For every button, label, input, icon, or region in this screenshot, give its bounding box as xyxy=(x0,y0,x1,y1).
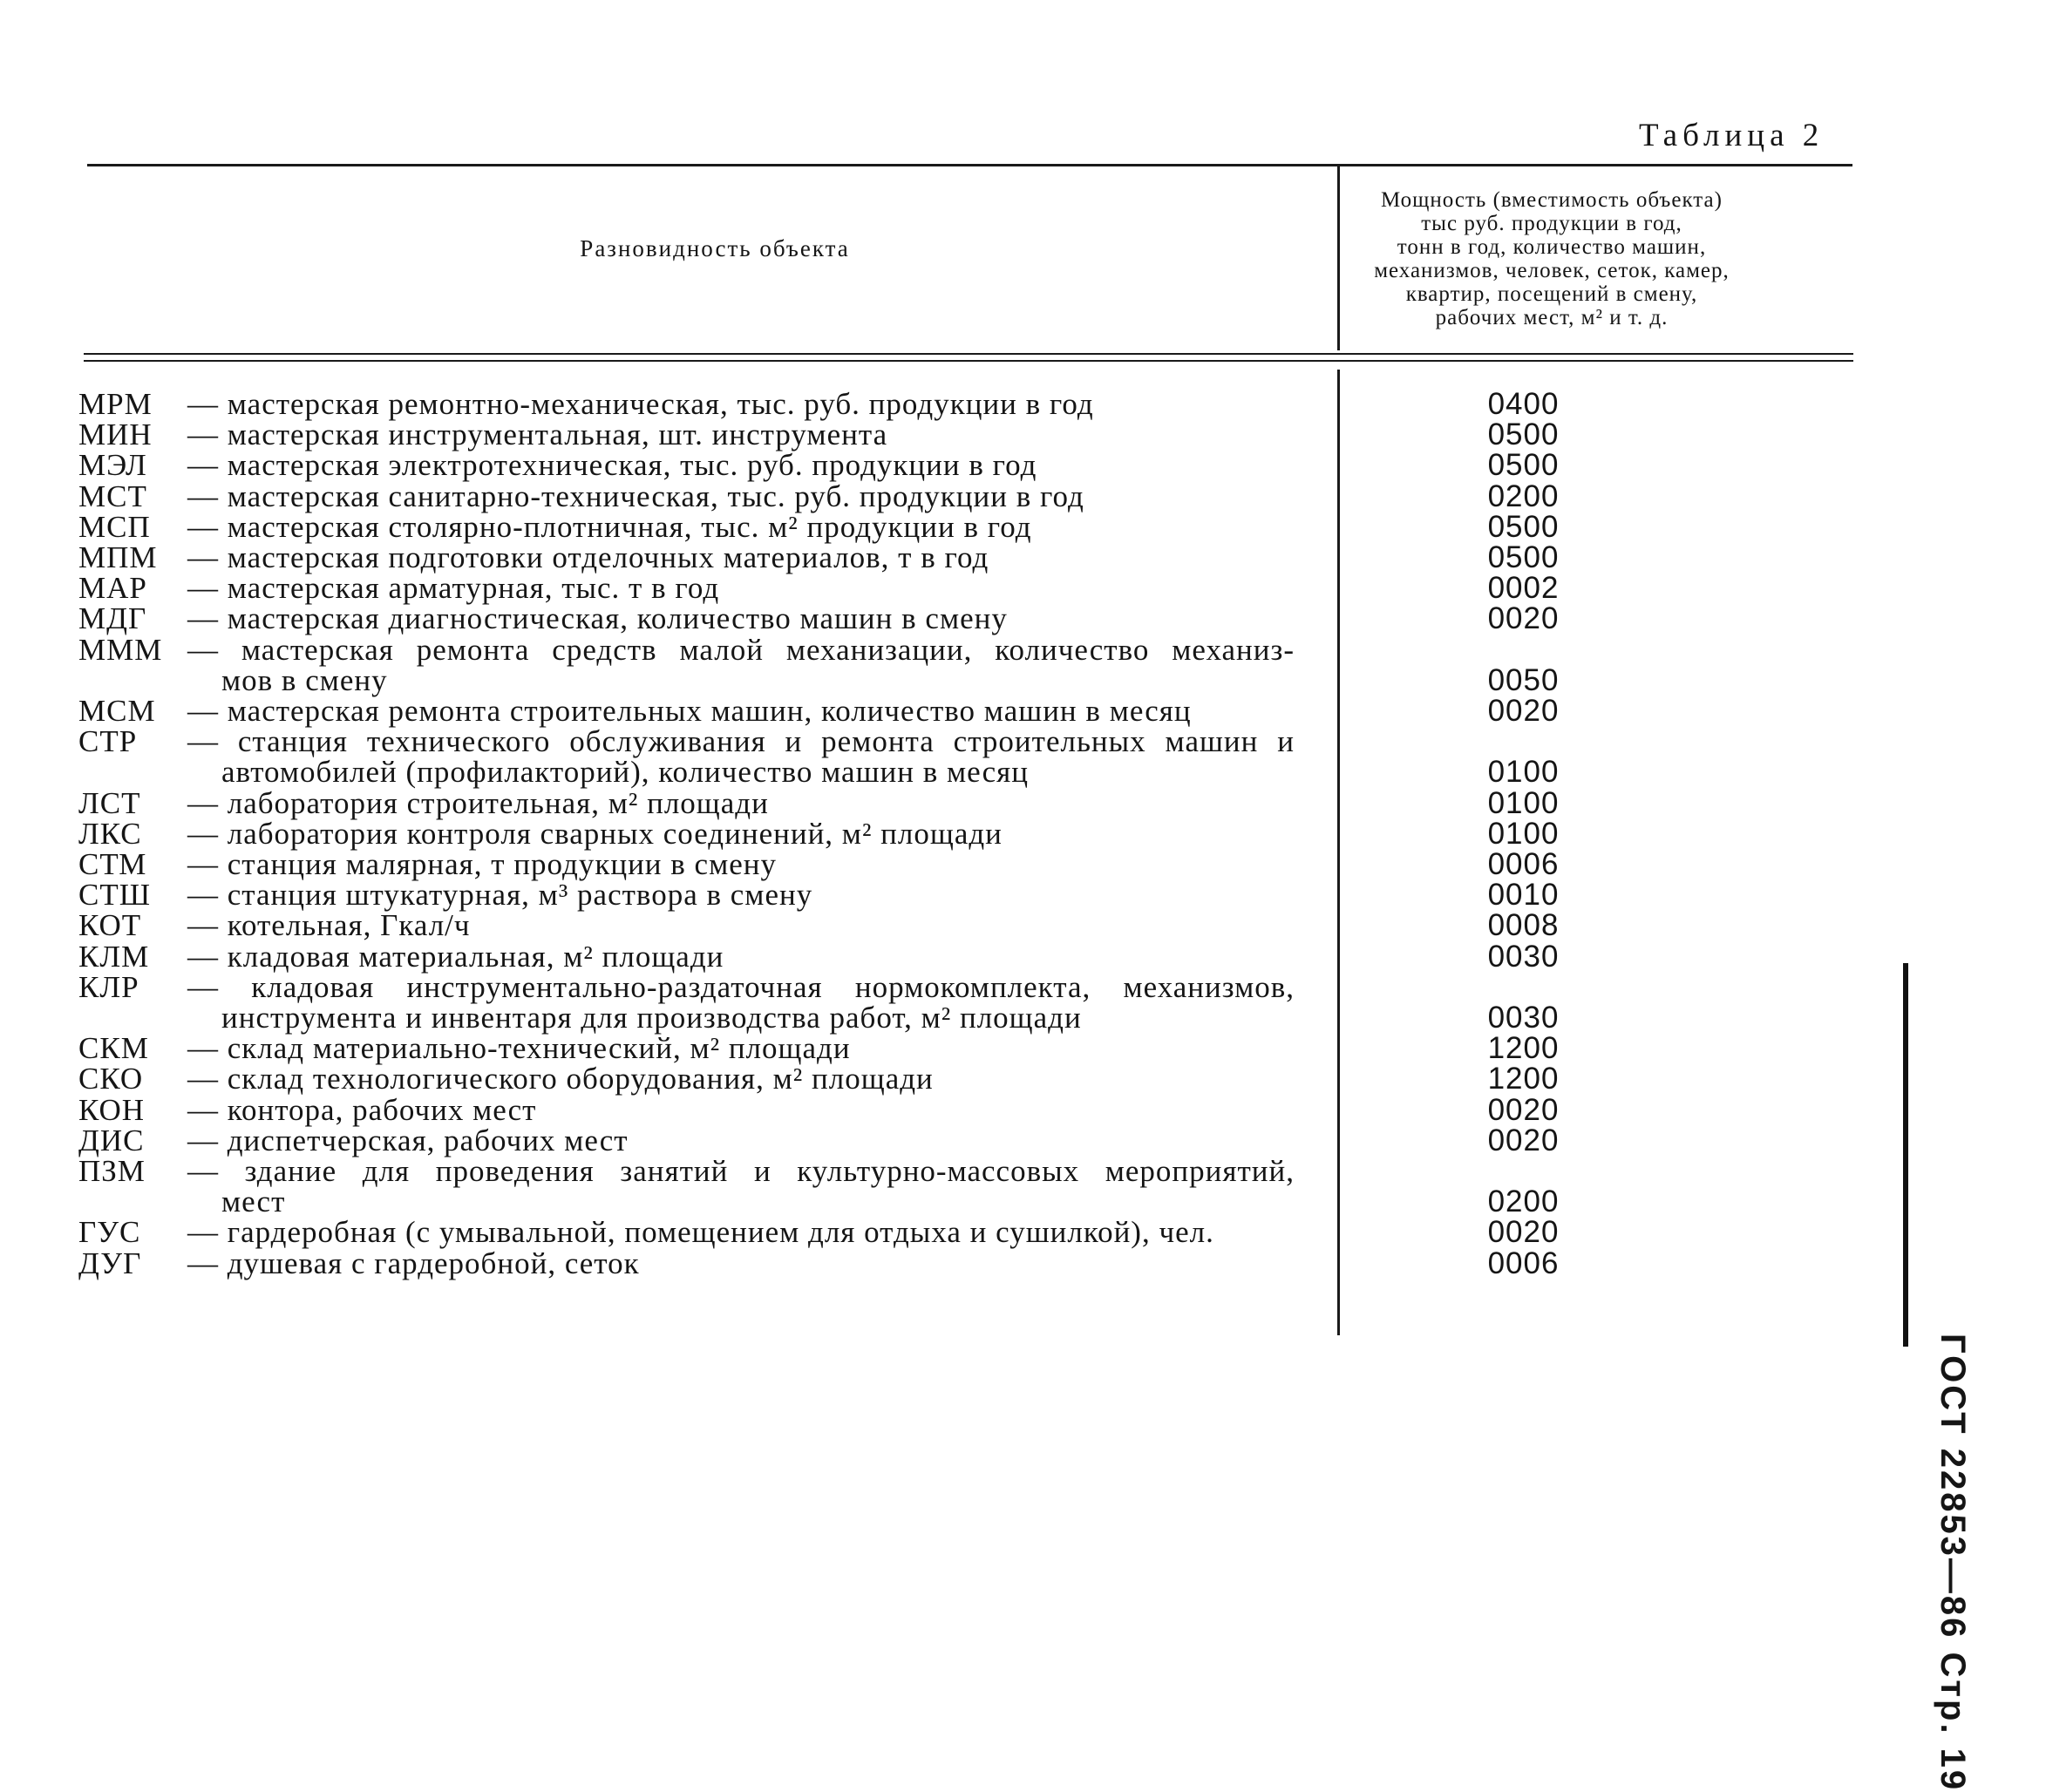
object-code: СКМ xyxy=(78,1031,149,1066)
object-description xyxy=(78,1215,1295,1250)
object-description xyxy=(78,847,1295,882)
object-description-text: автомобилей (профилакторий), количество машин в месяц xyxy=(221,755,1029,790)
object-description xyxy=(78,419,1295,450)
object-code: МММ xyxy=(78,632,163,667)
object-code: МАР xyxy=(78,571,147,606)
table-row xyxy=(78,1248,1752,1279)
object-description-text: — мастерская подготовки отделочных материалов, т в год xyxy=(187,540,989,575)
object-description xyxy=(78,1125,1295,1156)
object-code: МСП xyxy=(78,509,151,544)
column-header-capacity-line: тонн в год, количество машин, xyxy=(1397,235,1707,259)
capacity-value: 1200 xyxy=(1487,1062,1560,1096)
column-header-capacity-line: квартир, посещений в смену, xyxy=(1405,282,1698,306)
object-description-text: — станция штукатурная, м³ раствора в смену xyxy=(187,878,813,913)
object-description-text: — мастерская ремонта средств малой механизации, количество механиз- xyxy=(187,632,1295,667)
table-row xyxy=(78,571,1752,606)
object-code: МРМ xyxy=(78,387,153,421)
table-row xyxy=(78,1031,1752,1066)
object-code: МСТ xyxy=(78,479,147,513)
object-description-text: — склад технологического оборудования, м² площади xyxy=(187,1062,934,1096)
table-row xyxy=(78,603,1752,634)
table-row xyxy=(78,1215,1752,1250)
object-description-text: — мастерская арматурная, тыс. т в год xyxy=(187,571,720,606)
table-row xyxy=(78,694,1752,729)
capacity-value: 0200 xyxy=(1487,479,1560,513)
object-code: ЛСТ xyxy=(78,785,141,820)
capacity-value: 0200 xyxy=(1487,1184,1560,1219)
object-description-text: — диспетчерская, рабочих мест xyxy=(187,1123,629,1157)
object-description xyxy=(78,632,1295,697)
object-description xyxy=(78,941,1295,972)
capacity-value: 0500 xyxy=(1487,417,1560,452)
object-description xyxy=(78,878,1295,913)
object-code: ДИС xyxy=(78,1123,145,1157)
table-row xyxy=(78,542,1752,573)
table-row xyxy=(78,419,1752,450)
object-description xyxy=(78,694,1295,729)
object-description-text: — контора, рабочих мест xyxy=(187,1092,537,1127)
table-row xyxy=(78,1125,1752,1156)
object-description xyxy=(78,481,1295,512)
object-code: СТШ xyxy=(78,878,152,913)
table-row xyxy=(78,878,1752,913)
object-code: МЭЛ xyxy=(78,448,147,483)
header-bottom-rule-1 xyxy=(84,353,1853,355)
table-row xyxy=(78,847,1752,882)
table-row xyxy=(78,724,1752,790)
top-rule xyxy=(87,164,1852,166)
object-code: ЛКС xyxy=(78,816,142,851)
capacity-value: 0030 xyxy=(1487,939,1560,974)
object-code: КЛМ xyxy=(78,939,150,974)
header-bottom-rule-2 xyxy=(84,360,1853,362)
object-description-text: — здание для проведения занятий и культурно-массовых мероприятий, xyxy=(187,1154,1295,1189)
capacity-value: 0500 xyxy=(1487,448,1560,483)
capacity-value: 0006 xyxy=(1487,847,1560,882)
object-description-text: — кладовая материальная, м² площади xyxy=(187,939,724,974)
object-code: ДУГ xyxy=(78,1246,142,1280)
capacity-value: 0050 xyxy=(1487,662,1560,697)
object-code: СКО xyxy=(78,1062,144,1096)
table-row xyxy=(78,1156,1752,1217)
object-description xyxy=(78,969,1295,1035)
object-description xyxy=(78,1248,1295,1279)
capacity-value: 0100 xyxy=(1487,755,1560,790)
table-body xyxy=(78,389,1752,1279)
object-description-text: — мастерская санитарно-техническая, тыс. руб. продукции в год xyxy=(187,479,1084,513)
table-row xyxy=(78,448,1752,483)
table-row xyxy=(78,632,1752,697)
object-description-text: — мастерская электротехническая, тыс. руб. продукции в год xyxy=(187,448,1037,483)
object-description xyxy=(78,1092,1295,1127)
object-code: МДГ xyxy=(78,601,147,636)
table-row xyxy=(78,481,1752,512)
object-description-text: — склад материально-технический, м² площади xyxy=(187,1031,851,1066)
object-description xyxy=(78,818,1295,849)
object-description-text: — станция технического обслуживания и ремонта строительных машин и xyxy=(187,724,1295,759)
standard-page-id: ГОСТ 22853—86 Стр. 19 xyxy=(1934,1334,1972,1792)
capacity-value: 0020 xyxy=(1487,601,1560,636)
object-description-text: — мастерская ремонта строительных машин, количество машин в месяц xyxy=(187,694,1192,729)
object-description xyxy=(78,603,1295,634)
table-row xyxy=(78,818,1752,849)
column-header-capacity-line: рабочих мест, м² и т. д. xyxy=(1435,306,1669,329)
capacity-value: 0020 xyxy=(1487,1123,1560,1157)
object-code: СТМ xyxy=(78,847,147,882)
object-description-text: инструмента и инвентаря для производства работ, м² площади xyxy=(221,1001,1082,1035)
column-header-capacity xyxy=(1351,188,1752,329)
object-description-text: мест xyxy=(221,1184,286,1219)
object-description-text: — мастерская столярно-плотничная, тыс. м² продукции в год xyxy=(187,509,1032,544)
object-code: СТР xyxy=(78,724,138,759)
object-description-text: — мастерская диагностическая, количество машин в смену xyxy=(187,601,1008,636)
table-row xyxy=(78,785,1752,820)
object-description-text: — лаборатория контроля сварных соединений, м² площади xyxy=(187,816,1003,851)
column-header-capacity-line: Мощность (вместимость объекта) xyxy=(1381,188,1723,212)
capacity-value: 0006 xyxy=(1487,1246,1560,1280)
object-description-text: — лаборатория строительная, м² площади xyxy=(187,785,769,820)
capacity-value: 0100 xyxy=(1487,816,1560,851)
capacity-value: 0020 xyxy=(1487,694,1560,729)
capacity-value: 0500 xyxy=(1487,509,1560,544)
side-bar-mark xyxy=(1903,963,1908,1347)
capacity-value: 0010 xyxy=(1487,878,1560,913)
object-description-text: — котельная, Гкал/ч xyxy=(187,908,471,943)
capacity-value: 0500 xyxy=(1487,540,1560,575)
table-row xyxy=(78,389,1752,419)
capacity-value: 0020 xyxy=(1487,1215,1560,1250)
capacity-value: 1200 xyxy=(1487,1031,1560,1066)
object-code: КЛР xyxy=(78,969,139,1004)
object-description-text: — мастерская ремонтно-механическая, тыс. руб. продукции в год xyxy=(187,387,1094,421)
object-description xyxy=(78,1156,1295,1217)
table-row xyxy=(78,1092,1752,1127)
object-description-text: — гардеробная (с умывальной, помещением для отдыха и сушилкой), чел. xyxy=(187,1215,1214,1250)
column-header-object-type: Разновидность объекта xyxy=(580,235,850,261)
object-code: МПМ xyxy=(78,540,158,575)
object-description-text: — мастерская инструментальная, шт. инструмента xyxy=(187,417,888,452)
table-row xyxy=(78,908,1752,943)
object-description-text: — станция малярная, т продукции в смену xyxy=(187,847,778,882)
capacity-value: 0400 xyxy=(1487,387,1560,421)
object-code: МСМ xyxy=(78,694,156,729)
object-description-text: — кладовая инструментально-раздаточная нормокомплекта, механизмов, xyxy=(187,969,1295,1004)
object-description xyxy=(78,571,1295,606)
object-code: ГУС xyxy=(78,1215,141,1250)
column-header-capacity-line: механизмов, человек, сеток, камер, xyxy=(1374,259,1730,282)
object-description-text: — душевая с гардеробной, сеток xyxy=(187,1246,640,1280)
capacity-value: 0002 xyxy=(1487,571,1560,606)
object-description xyxy=(78,785,1295,820)
capacity-value: 0020 xyxy=(1487,1092,1560,1127)
capacity-value: 0030 xyxy=(1487,1001,1560,1035)
table-row xyxy=(78,1063,1752,1094)
object-description xyxy=(78,1063,1295,1094)
object-description xyxy=(78,509,1295,544)
object-code: ПЗМ xyxy=(78,1154,146,1189)
object-description xyxy=(78,908,1295,943)
table-row xyxy=(78,509,1752,544)
table-row xyxy=(78,941,1752,972)
table-row xyxy=(78,969,1752,1035)
object-code: МИН xyxy=(78,417,153,452)
table-label: Таблица 2 xyxy=(1639,118,1825,153)
object-description xyxy=(78,448,1295,483)
object-description-text: мов в смену xyxy=(221,662,388,697)
object-description xyxy=(78,389,1295,419)
capacity-value: 0100 xyxy=(1487,785,1560,820)
object-code: КОН xyxy=(78,1092,146,1127)
capacity-value: 0008 xyxy=(1487,908,1560,943)
object-description xyxy=(78,542,1295,573)
object-code: КОТ xyxy=(78,908,142,943)
column-header-capacity-line: тыс руб. продукции в год, xyxy=(1421,212,1682,235)
object-description xyxy=(78,724,1295,790)
object-description xyxy=(78,1031,1295,1066)
